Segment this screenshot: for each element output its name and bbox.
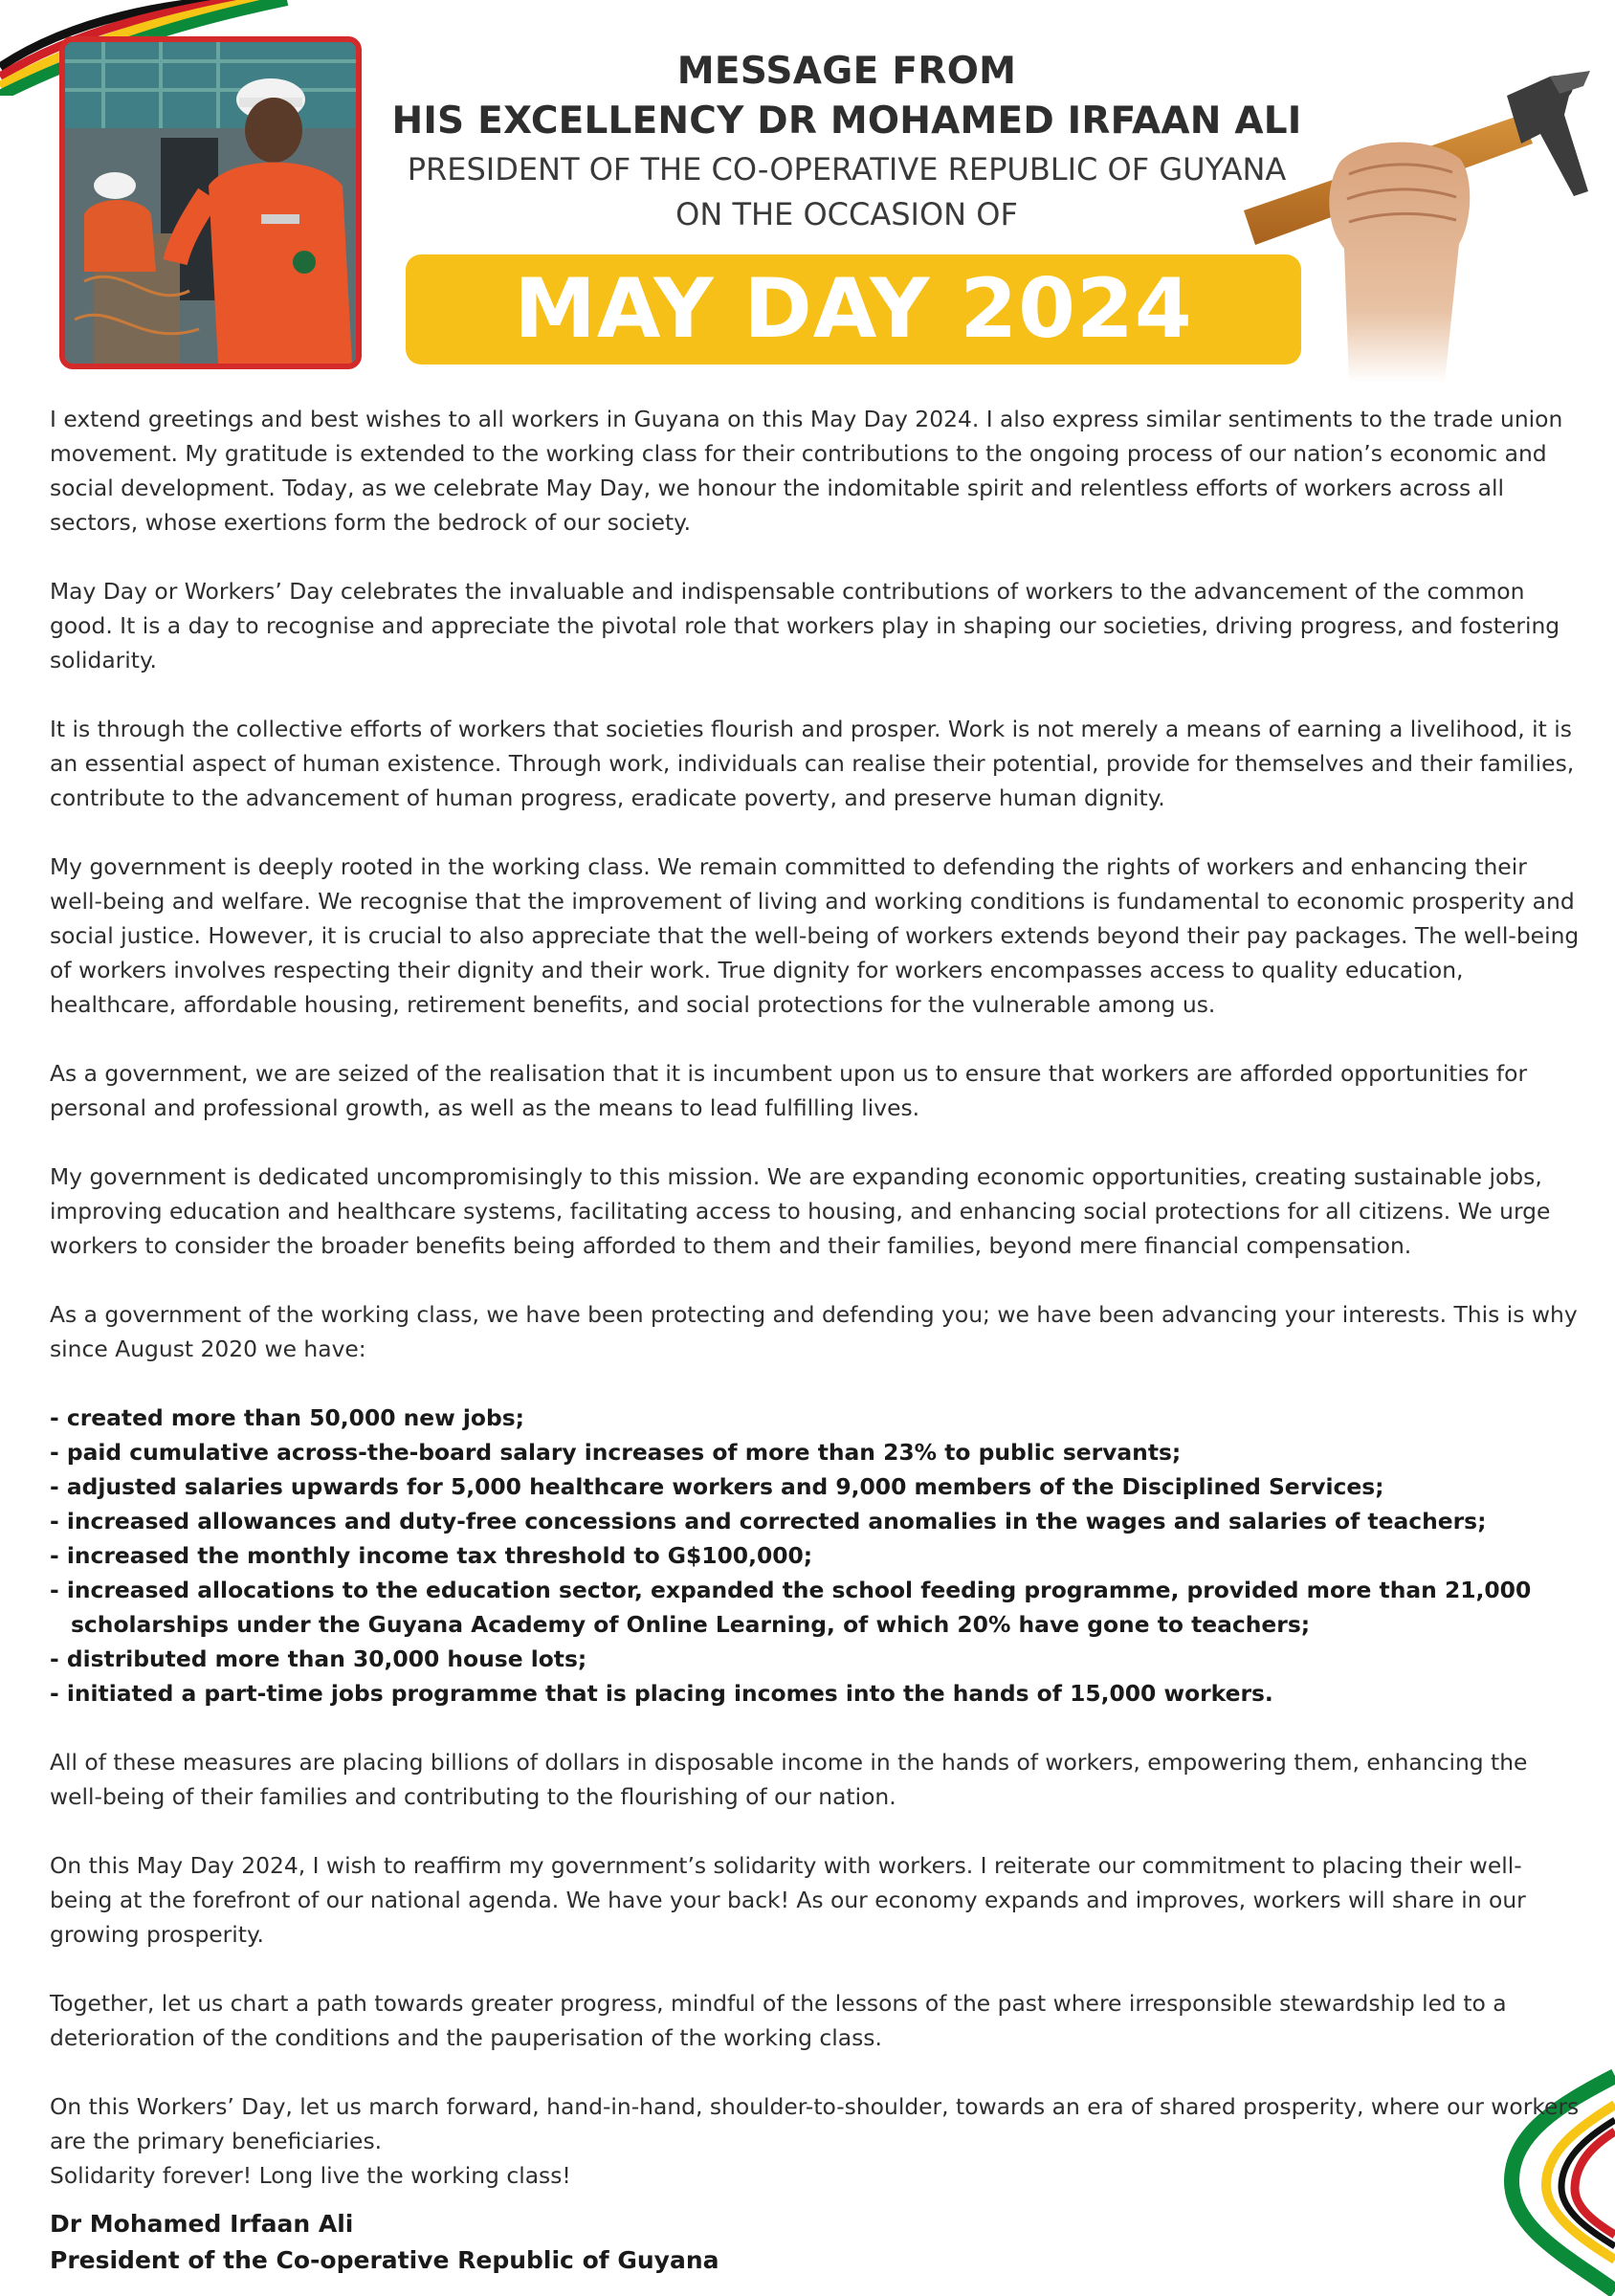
list-item: - increased the monthly income tax threshold to G$100,000;	[50, 1542, 813, 1569]
workers-photo	[59, 36, 362, 369]
paragraph-7: As a government of the working class, we have been protecting and defending you; we have been advancing your interests. This is why since August 2020 we have:	[50, 1301, 1578, 1362]
list-item: - paid cumulative across-the-board salary increases of more than 23% to public servants;	[50, 1439, 1182, 1466]
paragraph-8: All of these measures are placing billions of dollars in disposable income in the hands of workers, empowering them, enhancing the well-being of their families and contributing to the flourishing of our nation.	[50, 1749, 1528, 1810]
paragraph-12: Solidarity forever! Long live the working class!	[50, 2162, 571, 2189]
paragraph-11: On this Workers’ Day, let us march forward, hand-in-hand, shoulder-to-shoulder, towards an era of shared prosperity, where our workers are the primary beneficiaries.	[50, 2093, 1580, 2154]
paragraph-2: May Day or Workers’ Day celebrates the invaluable and indispensable contributions of workers to the advancement of the common good. It is a day to recognise and appreciate the pivotal role that workers play in shaping our societies, driving progress, and fostering solidarity.	[50, 578, 1560, 673]
paragraph-1: I extend greetings and best wishes to all workers in Guyana on this May Day 2024. I also express similar sentiments to the trade union movement. My gratitude is extended to the working class for their contributions to the ongoing process of our nation’s economic and social development. Today, as we celebrate May Day, we honour the indomitable spirit and relentless efforts of workers across all sectors, whose exertions form the bedrock of our society.	[50, 406, 1563, 536]
list-item: - increased allocations to the education sector, expanded the school feeding programme, provided more than 21,000 scholarships under the Guyana Academy of Online Learning, of which 20% have gone to teachers;	[50, 1577, 1532, 1638]
list-item: - initiated a part-time jobs programme that is placing incomes into the hands of 15,000 workers.	[50, 1680, 1273, 1707]
list-item: - created more than 50,000 new jobs;	[50, 1404, 525, 1431]
paragraph-6: My government is dedicated uncompromisingly to this mission. We are expanding economic opportunities, creating sustainable jobs, improving education and healthcare systems, facilitating access to housing, and enhancing social protections for all citizens. We urge workers to consider the broader benefits being afforded to them and their families, beyond mere financial compensation.	[50, 1163, 1551, 1259]
message-body	[50, 402, 1581, 2279]
list-item: - distributed more than 30,000 house lots;	[50, 1645, 587, 1672]
header-line-2: HIS EXCELLENCY DR MOHAMED IRFAAN ALI	[391, 99, 1302, 143]
signature-name: Dr Mohamed Irfaan Ali	[50, 2210, 354, 2238]
achievements-list	[50, 1401, 1581, 1711]
fist-hammer-icon	[1234, 57, 1598, 383]
paragraph-10: Together, let us chart a path towards greater progress, mindful of the lessons of the past where irresponsible stewardship led to a deterioration of the conditions and the pauperisation of the working class.	[50, 1990, 1507, 2051]
paragraph-9: On this May Day 2024, I wish to reaffirm my government’s solidarity with workers. I reiterate our commitment to placing their well-being at the forefront of our national agenda. We have your back! As our economy expands and improves, workers will share in our growing prosperity.	[50, 1852, 1526, 1948]
may-day-banner: MAY DAY 2024	[406, 254, 1301, 364]
header-line-1: MESSAGE FROM	[676, 50, 1017, 93]
header-line-4: ON THE OCCASION OF	[675, 196, 1018, 232]
signature-block	[50, 2206, 1581, 2279]
list-item: - adjusted salaries upwards for 5,000 healthcare workers and 9,000 members of the Disciplined Services;	[50, 1473, 1384, 1500]
paragraph-3: It is through the collective efforts of workers that societies flourish and prosper. Work is not merely a means of earning a livelihood, it is an essential aspect of human existence. Through work, individuals can realise their potential, provide for themselves and their families, contribute to the advancement of human progress, eradicate poverty, and preserve human dignity.	[50, 716, 1575, 811]
paragraph-5: As a government, we are seized of the realisation that it is incumbent upon us to ensure that workers are afforded opportunities for personal and professional growth, as well as the means to lead fulfilling lives.	[50, 1060, 1528, 1121]
header-line-3: PRESIDENT OF THE CO-OPERATIVE REPUBLIC OF GUYANA	[407, 151, 1287, 188]
paragraph-4: My government is deeply rooted in the working class. We remain committed to defending the rights of workers and enhancing their well-being and welfare. We recognise that the improvement of living and working conditions is fundamental to economic prosperity and social justice. However, it is crucial to also appreciate that the well-being of workers extends beyond their pay packages. The well-being of workers involves respecting their dignity and their work. True dignity for workers encompasses access to quality education, healthcare, affordable housing, retirement benefits, and social protections for the vulnerable among us.	[50, 853, 1580, 1018]
list-item: - increased allowances and duty-free concessions and corrected anomalies in the wages and salaries of teachers;	[50, 1508, 1487, 1534]
signature-title: President of the Co-operative Republic of Guyana	[50, 2246, 719, 2274]
